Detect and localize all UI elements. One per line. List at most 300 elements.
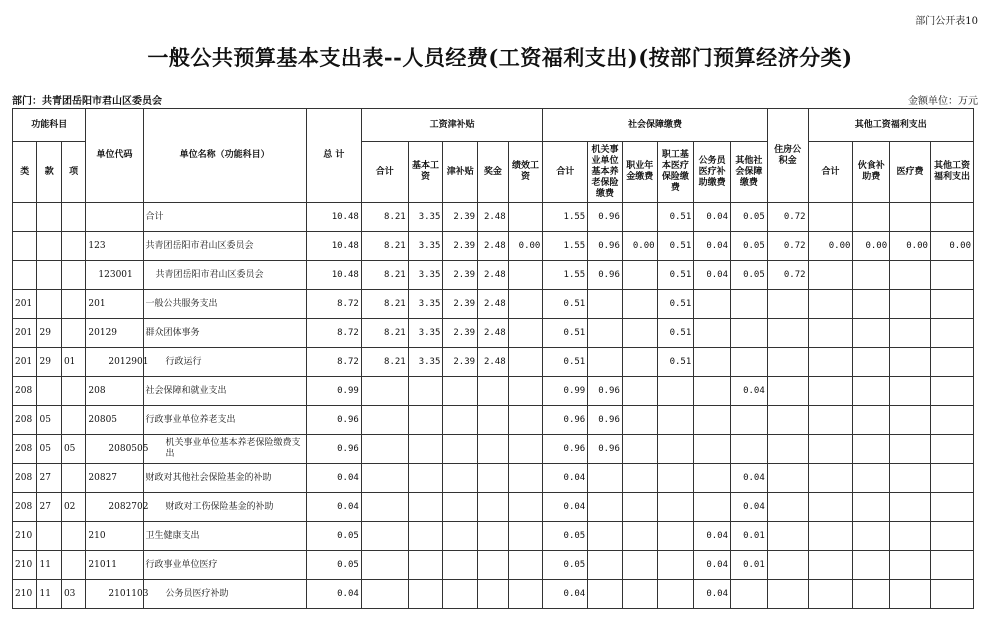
cell-o-meal <box>853 580 890 609</box>
cell-w-perf <box>508 493 543 522</box>
cell-xiang: 05 <box>61 435 85 464</box>
cell-o-medical <box>890 203 931 232</box>
header-unit-name: 单位名称（功能科目） <box>143 109 306 203</box>
cell-s-civil: 0.04 <box>694 232 731 261</box>
cell-lei: 201 <box>13 290 37 319</box>
cell-lei <box>13 261 37 290</box>
cell-s-total: 0.51 <box>543 348 588 377</box>
page-title: 一般公共预算基本支出表--人员经费(工资福利支出)(按部门预算经济分类) <box>147 45 853 70</box>
cell-s-pension <box>588 522 623 551</box>
cell-o-medical <box>890 261 931 290</box>
cell-name: 群众团体事务 <box>143 319 306 348</box>
header-lei: 类 <box>13 142 37 203</box>
cell-s-pension <box>588 464 623 493</box>
cell-xiang: 01 <box>61 348 85 377</box>
header-bonus: 奖金 <box>478 142 509 203</box>
cell-o-medical <box>890 551 931 580</box>
cell-s-pension <box>588 580 623 609</box>
cell-o-meal <box>853 493 890 522</box>
cell-s-total: 1.55 <box>543 232 588 261</box>
cell-o-total <box>808 580 853 609</box>
cell-o-meal <box>853 319 890 348</box>
cell-s-annuity <box>622 290 657 319</box>
department-label: 部门：共青团岳阳市君山区委员会 <box>12 96 162 107</box>
cell-s-total: 0.96 <box>543 435 588 464</box>
cell-total: 0.04 <box>306 464 361 493</box>
cell-code: 2080505 <box>86 435 143 464</box>
cell-code: 2101103 <box>86 580 143 609</box>
table-row <box>13 232 974 261</box>
cell-name: 公务员医疗补助 <box>143 580 306 609</box>
cell-w-bonus: 2.48 <box>478 261 509 290</box>
cell-code: 123001 <box>86 261 143 290</box>
cell-kuan: 29 <box>37 319 61 348</box>
cell-housing <box>767 377 808 406</box>
cell-s-civil <box>694 406 731 435</box>
cell-kuan: 29 <box>37 348 61 377</box>
cell-w-bonus <box>478 406 509 435</box>
cell-total: 0.96 <box>306 406 361 435</box>
cell-w-allow <box>443 551 478 580</box>
cell-lei: 210 <box>13 580 37 609</box>
cell-s-annuity <box>622 551 657 580</box>
cell-w-basic: 3.35 <box>408 290 443 319</box>
cell-s-annuity <box>622 435 657 464</box>
header-pension: 机关事业单位基本养老保险缴费 <box>588 142 623 203</box>
cell-code: 2082702 <box>86 493 143 522</box>
cell-s-total: 0.04 <box>543 493 588 522</box>
cell-lei <box>13 232 37 261</box>
cell-housing: 0.72 <box>767 203 808 232</box>
cell-housing <box>767 290 808 319</box>
cell-s-other: 0.04 <box>731 493 768 522</box>
cell-s-other: 0.04 <box>731 464 768 493</box>
cell-lei: 208 <box>13 435 37 464</box>
cell-xiang: 03 <box>61 580 85 609</box>
cell-o-total <box>808 464 853 493</box>
cell-s-civil: 0.04 <box>694 261 731 290</box>
cell-kuan: 05 <box>37 435 61 464</box>
cell-w-allow <box>443 580 478 609</box>
cell-w-allow <box>443 522 478 551</box>
cell-s-medical <box>657 493 694 522</box>
cell-w-bonus: 2.48 <box>478 319 509 348</box>
cell-s-total: 0.05 <box>543 522 588 551</box>
cell-s-annuity <box>622 493 657 522</box>
cell-s-medical <box>657 377 694 406</box>
cell-o-medical: 0.00 <box>890 232 931 261</box>
cell-w-total <box>361 522 408 551</box>
cell-s-other: 0.04 <box>731 377 768 406</box>
cell-o-other <box>930 348 973 377</box>
cell-kuan: 27 <box>37 464 61 493</box>
cell-w-total: 8.21 <box>361 261 408 290</box>
cell-o-other <box>930 522 973 551</box>
cell-o-other <box>930 464 973 493</box>
cell-o-total <box>808 406 853 435</box>
cell-s-civil <box>694 319 731 348</box>
cell-o-medical <box>890 377 931 406</box>
cell-total: 8.72 <box>306 348 361 377</box>
cell-s-total: 1.55 <box>543 261 588 290</box>
cell-housing <box>767 580 808 609</box>
cell-name: 卫生健康支出 <box>143 522 306 551</box>
cell-w-bonus <box>478 493 509 522</box>
cell-code: 2012901 <box>86 348 143 377</box>
cell-kuan: 11 <box>37 551 61 580</box>
cell-name: 行政事业单位养老支出 <box>143 406 306 435</box>
cell-w-allow <box>443 464 478 493</box>
cell-s-other: 0.05 <box>731 203 768 232</box>
cell-o-medical <box>890 348 931 377</box>
header-housing: 住房公积金 <box>767 109 808 203</box>
cell-o-medical <box>890 493 931 522</box>
cell-kuan <box>37 522 61 551</box>
cell-w-allow: 2.39 <box>443 261 478 290</box>
cell-s-other: 0.05 <box>731 232 768 261</box>
cell-s-civil: 0.04 <box>694 522 731 551</box>
cell-w-allow: 2.39 <box>443 290 478 319</box>
cell-xiang <box>61 290 85 319</box>
cell-xiang <box>61 377 85 406</box>
cell-w-basic <box>408 580 443 609</box>
cell-w-perf <box>508 203 543 232</box>
cell-w-perf <box>508 319 543 348</box>
cell-housing <box>767 551 808 580</box>
form-number: 部门公开表10 <box>915 16 978 27</box>
cell-kuan <box>37 232 61 261</box>
header-medical-fee: 医疗费 <box>890 142 931 203</box>
budget-table <box>12 108 974 609</box>
table-row <box>13 377 974 406</box>
table-row <box>13 551 974 580</box>
header-medical: 职工基本医疗保险缴费 <box>657 142 694 203</box>
cell-housing: 0.72 <box>767 261 808 290</box>
cell-lei <box>13 203 37 232</box>
cell-s-medical: 0.51 <box>657 290 694 319</box>
cell-o-other <box>930 580 973 609</box>
cell-total: 0.99 <box>306 377 361 406</box>
cell-housing <box>767 464 808 493</box>
cell-lei: 210 <box>13 551 37 580</box>
cell-o-meal <box>853 377 890 406</box>
cell-total: 8.72 <box>306 319 361 348</box>
cell-s-medical: 0.51 <box>657 203 694 232</box>
cell-w-total: 8.21 <box>361 319 408 348</box>
cell-s-pension: 0.96 <box>588 406 623 435</box>
cell-name: 共青团岳阳市君山区委员会 <box>143 232 306 261</box>
cell-o-meal <box>853 406 890 435</box>
cell-s-civil: 0.04 <box>694 580 731 609</box>
cell-o-other <box>930 435 973 464</box>
cell-o-medical <box>890 319 931 348</box>
cell-w-total <box>361 493 408 522</box>
header-basic-wage: 基本工资 <box>408 142 443 203</box>
cell-s-annuity <box>622 580 657 609</box>
cell-o-total <box>808 377 853 406</box>
cell-o-other <box>930 203 973 232</box>
cell-kuan: 27 <box>37 493 61 522</box>
cell-o-meal <box>853 551 890 580</box>
cell-o-other <box>930 261 973 290</box>
cell-o-total <box>808 203 853 232</box>
cell-lei: 201 <box>13 319 37 348</box>
cell-w-total: 8.21 <box>361 203 408 232</box>
cell-lei: 208 <box>13 406 37 435</box>
cell-s-other <box>731 319 768 348</box>
cell-kuan <box>37 377 61 406</box>
cell-s-total: 0.51 <box>543 290 588 319</box>
cell-code: 201 <box>86 290 143 319</box>
cell-s-medical: 0.51 <box>657 261 694 290</box>
header-social-total: 合计 <box>543 142 588 203</box>
cell-s-total: 0.04 <box>543 464 588 493</box>
cell-s-other <box>731 435 768 464</box>
cell-total: 0.04 <box>306 580 361 609</box>
table-row <box>13 203 974 232</box>
cell-o-total <box>808 493 853 522</box>
cell-w-perf <box>508 377 543 406</box>
cell-s-other: 0.01 <box>731 551 768 580</box>
cell-o-meal <box>853 203 890 232</box>
cell-housing <box>767 493 808 522</box>
cell-xiang <box>61 261 85 290</box>
header-wage-group: 工资津补贴 <box>361 109 543 142</box>
cell-w-bonus <box>478 435 509 464</box>
cell-w-bonus <box>478 377 509 406</box>
cell-s-other <box>731 580 768 609</box>
cell-o-medical <box>890 464 931 493</box>
cell-code: 123 <box>86 232 143 261</box>
table-row <box>13 435 974 464</box>
cell-w-allow <box>443 406 478 435</box>
cell-s-total: 1.55 <box>543 203 588 232</box>
cell-o-medical <box>890 406 931 435</box>
cell-code: 21011 <box>86 551 143 580</box>
cell-kuan <box>37 261 61 290</box>
cell-s-annuity <box>622 261 657 290</box>
cell-s-civil <box>694 348 731 377</box>
cell-s-medical: 0.51 <box>657 319 694 348</box>
cell-s-civil <box>694 377 731 406</box>
cell-name: 机关事业单位基本养老保险缴费支出 <box>143 435 306 464</box>
cell-o-other: 0.00 <box>930 232 973 261</box>
cell-w-total <box>361 435 408 464</box>
cell-w-perf <box>508 261 543 290</box>
cell-lei: 208 <box>13 464 37 493</box>
cell-s-total: 0.04 <box>543 580 588 609</box>
cell-s-medical <box>657 435 694 464</box>
table-row <box>13 522 974 551</box>
cell-s-civil: 0.04 <box>694 203 731 232</box>
cell-s-medical <box>657 580 694 609</box>
cell-name: 共青团岳阳市君山区委员会 <box>143 261 306 290</box>
cell-w-perf <box>508 435 543 464</box>
amount-unit-label: 金额单位：万元 <box>908 96 978 107</box>
cell-o-meal <box>853 290 890 319</box>
cell-w-perf <box>508 580 543 609</box>
cell-w-total <box>361 580 408 609</box>
cell-s-pension: 0.96 <box>588 377 623 406</box>
cell-code <box>86 203 143 232</box>
cell-o-total <box>808 522 853 551</box>
cell-w-bonus <box>478 522 509 551</box>
cell-s-civil <box>694 435 731 464</box>
cell-s-pension <box>588 290 623 319</box>
cell-w-bonus: 2.48 <box>478 232 509 261</box>
cell-o-medical <box>890 580 931 609</box>
cell-s-annuity <box>622 464 657 493</box>
cell-s-pension <box>588 348 623 377</box>
cell-s-total: 0.05 <box>543 551 588 580</box>
cell-w-allow <box>443 377 478 406</box>
cell-name: 财政对其他社会保险基金的补助 <box>143 464 306 493</box>
cell-w-allow: 2.39 <box>443 203 478 232</box>
cell-o-total <box>808 435 853 464</box>
cell-name: 合计 <box>143 203 306 232</box>
cell-o-other <box>930 377 973 406</box>
table-row <box>13 406 974 435</box>
cell-xiang <box>61 203 85 232</box>
cell-s-pension: 0.96 <box>588 203 623 232</box>
cell-s-total: 0.99 <box>543 377 588 406</box>
cell-total: 10.48 <box>306 203 361 232</box>
cell-s-annuity <box>622 203 657 232</box>
cell-xiang <box>61 406 85 435</box>
cell-s-pension <box>588 551 623 580</box>
header-kuan: 款 <box>37 142 61 203</box>
cell-s-annuity <box>622 319 657 348</box>
cell-w-basic: 3.35 <box>408 203 443 232</box>
cell-s-pension: 0.96 <box>588 261 623 290</box>
cell-w-perf <box>508 406 543 435</box>
cell-s-total: 0.51 <box>543 319 588 348</box>
cell-s-annuity: 0.00 <box>622 232 657 261</box>
cell-xiang <box>61 551 85 580</box>
cell-w-allow: 2.39 <box>443 232 478 261</box>
cell-housing <box>767 319 808 348</box>
cell-o-other <box>930 406 973 435</box>
cell-w-basic: 3.35 <box>408 348 443 377</box>
cell-s-other <box>731 290 768 319</box>
cell-w-bonus <box>478 464 509 493</box>
cell-w-total <box>361 377 408 406</box>
cell-lei: 210 <box>13 522 37 551</box>
cell-o-total <box>808 290 853 319</box>
cell-w-perf <box>508 290 543 319</box>
cell-housing <box>767 406 808 435</box>
cell-o-medical <box>890 522 931 551</box>
cell-s-medical: 0.51 <box>657 232 694 261</box>
cell-o-other <box>930 493 973 522</box>
table-row <box>13 319 974 348</box>
cell-o-total <box>808 551 853 580</box>
header-social-group: 社会保障缴费 <box>543 109 767 142</box>
cell-w-basic <box>408 406 443 435</box>
cell-w-bonus <box>478 580 509 609</box>
cell-s-other: 0.01 <box>731 522 768 551</box>
cell-w-total <box>361 551 408 580</box>
cell-s-civil: 0.04 <box>694 551 731 580</box>
cell-s-annuity <box>622 522 657 551</box>
cell-w-perf <box>508 348 543 377</box>
cell-s-pension <box>588 319 623 348</box>
cell-xiang: 02 <box>61 493 85 522</box>
cell-w-bonus: 2.48 <box>478 203 509 232</box>
cell-w-bonus <box>478 551 509 580</box>
table-row <box>13 580 974 609</box>
cell-housing <box>767 435 808 464</box>
cell-s-medical <box>657 551 694 580</box>
cell-w-bonus: 2.48 <box>478 348 509 377</box>
cell-kuan <box>37 290 61 319</box>
cell-w-perf <box>508 464 543 493</box>
cell-total: 0.04 <box>306 493 361 522</box>
cell-s-pension: 0.96 <box>588 232 623 261</box>
cell-total: 8.72 <box>306 290 361 319</box>
cell-o-total <box>808 348 853 377</box>
header-other-welfare: 其他工资福利支出 <box>930 142 973 203</box>
header-unit-code: 单位代码 <box>86 109 143 203</box>
cell-w-basic <box>408 464 443 493</box>
table-row <box>13 464 974 493</box>
cell-housing <box>767 522 808 551</box>
cell-total: 10.48 <box>306 261 361 290</box>
cell-w-allow <box>443 493 478 522</box>
cell-w-total: 8.21 <box>361 232 408 261</box>
cell-w-perf <box>508 522 543 551</box>
cell-name: 社会保障和就业支出 <box>143 377 306 406</box>
cell-name: 财政对工伤保险基金的补助 <box>143 493 306 522</box>
cell-w-total: 8.21 <box>361 290 408 319</box>
cell-w-basic: 3.35 <box>408 319 443 348</box>
cell-code: 20129 <box>86 319 143 348</box>
cell-s-civil <box>694 464 731 493</box>
cell-s-other <box>731 406 768 435</box>
cell-s-annuity <box>622 377 657 406</box>
cell-s-total: 0.96 <box>543 406 588 435</box>
cell-xiang <box>61 522 85 551</box>
cell-w-basic <box>408 551 443 580</box>
cell-s-other: 0.05 <box>731 261 768 290</box>
cell-s-medical <box>657 522 694 551</box>
cell-w-basic <box>408 377 443 406</box>
cell-o-other <box>930 290 973 319</box>
cell-lei: 208 <box>13 493 37 522</box>
cell-o-other <box>930 551 973 580</box>
cell-o-other <box>930 319 973 348</box>
cell-lei: 201 <box>13 348 37 377</box>
cell-w-perf <box>508 551 543 580</box>
cell-housing <box>767 348 808 377</box>
table-row <box>13 290 974 319</box>
cell-w-allow: 2.39 <box>443 319 478 348</box>
cell-w-basic <box>408 493 443 522</box>
cell-o-medical <box>890 290 931 319</box>
header-other-group: 其他工资福利支出 <box>808 109 973 142</box>
cell-w-basic: 3.35 <box>408 232 443 261</box>
cell-s-pension: 0.96 <box>588 435 623 464</box>
cell-xiang <box>61 319 85 348</box>
cell-s-medical <box>657 464 694 493</box>
cell-w-basic: 3.35 <box>408 261 443 290</box>
cell-o-meal <box>853 522 890 551</box>
cell-w-basic <box>408 435 443 464</box>
cell-o-total <box>808 261 853 290</box>
cell-s-annuity <box>622 406 657 435</box>
table-row <box>13 493 974 522</box>
cell-s-pension <box>588 493 623 522</box>
